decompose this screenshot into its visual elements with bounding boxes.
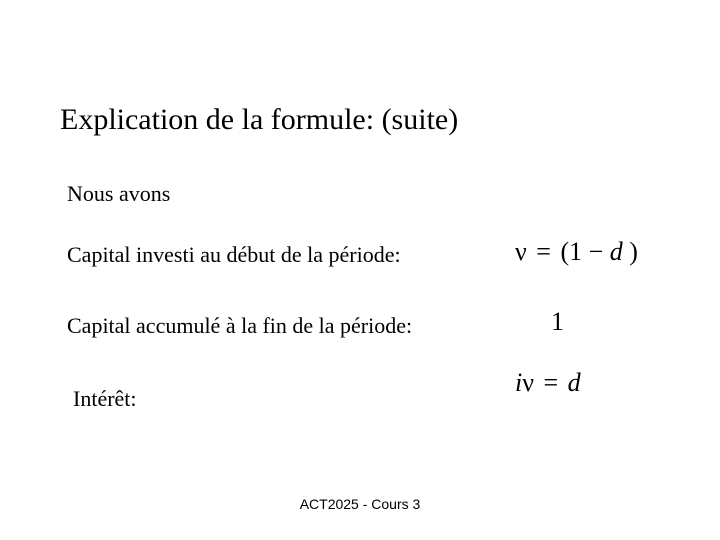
label-capital-accumule: Capital accumulé à la fin de la période: [67,313,413,338]
formula-minus: − [588,237,604,266]
intro-text: Nous avons [67,181,171,206]
formula-equals: = [536,237,551,266]
formula-nu: ν [515,237,527,266]
formula-interet [515,367,581,399]
formula-capital-investi [515,236,638,268]
formula-d: d [567,368,581,397]
formula-open-one: (1 [560,237,583,266]
slide-footer: ACT2025 - Cours 3 [299,496,421,512]
formula-nu: ν [522,368,534,397]
formula-i: i [515,368,523,397]
formula-capital-accumule [551,306,564,338]
slide-title: Explication de la formule: (suite) [60,103,459,136]
label-interet: Intérêt: [73,386,137,411]
formula-one: 1 [551,307,564,336]
formula-d: d [609,237,623,266]
formula-close-paren: ) [629,237,638,266]
formula-equals: = [543,368,559,397]
label-capital-investi: Capital investi au début de la période: [67,242,401,267]
